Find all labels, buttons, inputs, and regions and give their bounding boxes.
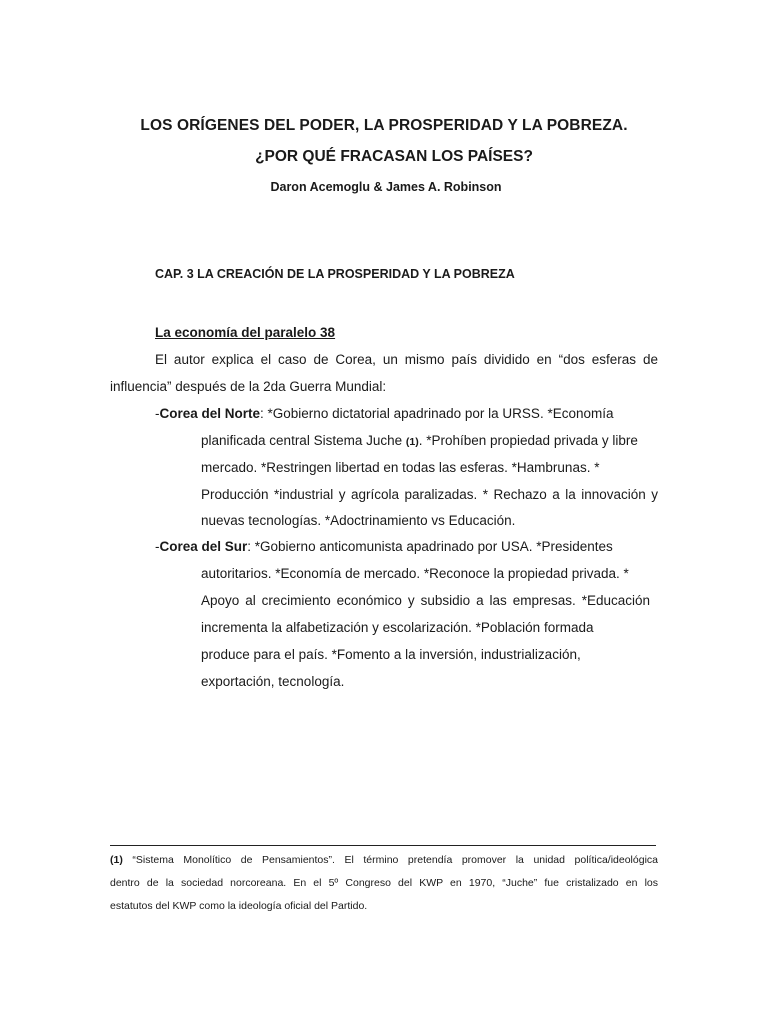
south-korea-item xyxy=(155,538,613,555)
north-line-4: Producción *industrial y agrícola paralizadas. * Rechazo a la innovación y xyxy=(201,487,658,502)
south-line-3: Apoyo al crecimiento económico y subsidio a las empresas. *Educación xyxy=(201,593,650,608)
north-korea-item xyxy=(155,405,613,422)
book-authors: Daron Acemoglu & James A. Robinson xyxy=(270,180,502,194)
intro-line-2: influencia” después de la 2da Guerra Mundial: xyxy=(110,379,387,394)
footnote-line-1-text: “Sistema Monolítico de Pensamientos”. El término pretendía promover la unidad política/ideológica xyxy=(122,854,658,866)
south-line-6: exportación, tecnología. xyxy=(201,674,345,689)
footnote-reference: (1) xyxy=(405,436,419,448)
north-line-3: mercado. *Restringen libertad en todas las esferas. *Hambrunas. * xyxy=(201,460,600,475)
footnote-line-1 xyxy=(110,853,658,867)
section-heading: La economía del paralelo 38 xyxy=(155,325,336,340)
footnote-marker: (1) xyxy=(110,854,123,866)
footnote-line-3: estatutos del KWP como la ideología oficial del Partido. xyxy=(110,900,368,912)
south-line-5: produce para el país. *Fomento a la inversión, industrialización, xyxy=(201,647,581,662)
north-line-2 xyxy=(201,432,638,451)
south-line-1: : *Gobierno anticomunista apadrinado por USA. *Presidentes xyxy=(247,539,613,554)
book-title-line-2: ¿POR QUÉ FRACASAN LOS PAÍSES? xyxy=(255,148,533,165)
north-bullet-prefix: - xyxy=(155,406,160,421)
south-bullet-prefix: - xyxy=(155,539,160,554)
north-line-5: nuevas tecnologías. *Adoctrinamiento vs Educación. xyxy=(201,513,516,528)
chapter-heading: CAP. 3 LA CREACIÓN DE LA PROSPERIDAD Y LA POBREZA xyxy=(155,267,515,281)
book-title-line-1: LOS ORÍGENES DEL PODER, LA PROSPERIDAD Y LA POBREZA. xyxy=(140,117,628,134)
north-line-1: : *Gobierno dictatorial apadrinado por la URSS. *Economía xyxy=(260,406,614,421)
south-korea-label: Corea del Sur xyxy=(159,539,248,554)
south-line-2: autoritarios. *Economía de mercado. *Reconoce la propiedad privada. * xyxy=(201,566,629,581)
north-line-2-a: planificada central Sistema Juche xyxy=(201,433,406,448)
footnote-separator xyxy=(110,845,656,846)
footnote-line-2: dentro de la sociedad norcoreana. En el 5º Congreso del KWP en 1970, “Juche” fue cristalizado en los xyxy=(110,877,658,889)
north-korea-label: Corea del Norte xyxy=(159,406,261,421)
north-line-2-b: . *Prohíben propiedad privada y libre xyxy=(418,433,638,448)
south-line-4: incrementa la alfabetización y escolarización. *Población formada xyxy=(201,620,594,635)
intro-line-1: El autor explica el caso de Corea, un mismo país dividido en “dos esferas de xyxy=(155,352,658,367)
